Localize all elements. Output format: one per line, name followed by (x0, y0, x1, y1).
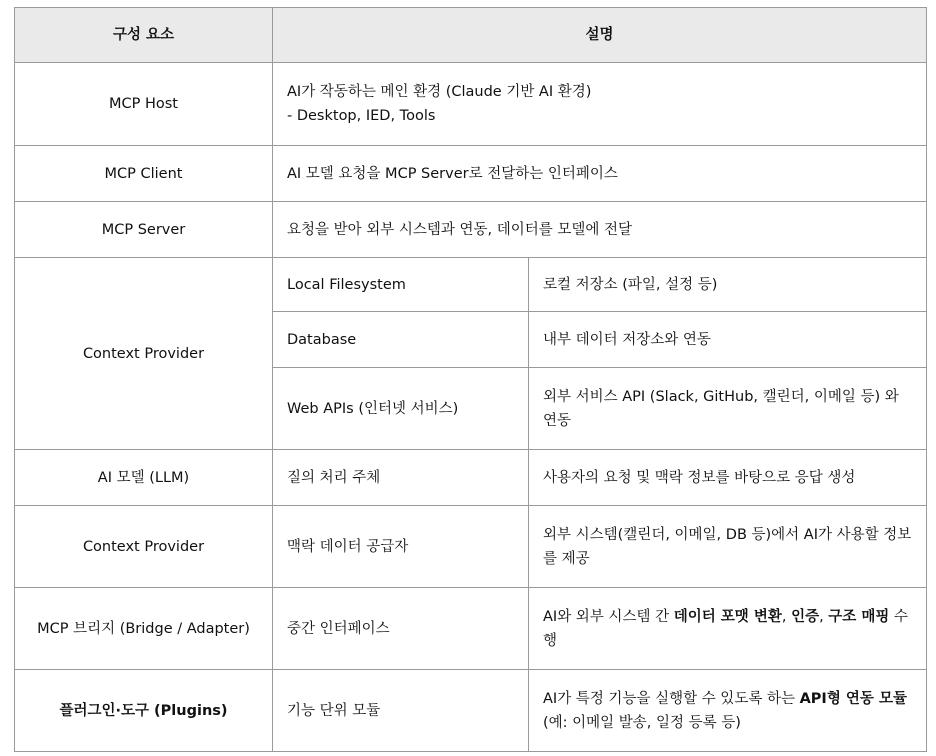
description-cell: 내부 데이터 저장소와 연동 (529, 312, 927, 368)
description-cell (529, 588, 927, 670)
component-name: MCP Server (15, 202, 273, 258)
description-text: AI가 특정 기능을 실행할 수 있도록 하는 (543, 690, 800, 707)
role-cell: 질의 처리 주체 (273, 450, 529, 506)
description-cell (273, 63, 927, 146)
component-name: MCP Host (15, 63, 273, 146)
description-text: 수행 (543, 608, 908, 649)
component-name: Context Provider (15, 258, 273, 450)
description-cell: 외부 서비스 API (Slack, GitHub, 캘린더, 이메일 등) 와 연동 (529, 368, 927, 450)
description-cell: 요청을 받아 외부 시스템과 연동, 데이터를 모델에 전달 (273, 202, 927, 258)
emphasis-text: 데이터 포맷 변환 (673, 608, 782, 625)
header-description: 설명 (273, 8, 927, 63)
description-text: AI와 외부 시스템 간 (543, 608, 674, 625)
header-component: 구성 요소 (15, 8, 273, 63)
description-line: AI가 작동하는 메인 환경 (Claude 기반 AI 환경) (287, 84, 592, 100)
component-table (14, 7, 927, 752)
row-context-provider (15, 506, 927, 588)
subcomponent-name: Web APIs (인터넷 서비스) (273, 368, 529, 450)
role-cell: 기능 단위 모듈 (273, 670, 529, 752)
description-text: , (819, 608, 829, 625)
component-name: MCP Client (15, 146, 273, 202)
component-name: 플러그인·도구 (Plugins) (15, 670, 273, 752)
role-cell: 중간 인터페이스 (273, 588, 529, 670)
row-mcp-server (15, 202, 927, 258)
description-text: (예: 이메일 발송, 일정 등록 등) (543, 714, 741, 731)
role-cell: 맥락 데이터 공급자 (273, 506, 529, 588)
subcomponent-name: Database (273, 312, 529, 368)
row-ai-model (15, 450, 927, 506)
subcomponent-name: Local Filesystem (273, 258, 529, 312)
description-cell: 사용자의 요청 및 맥락 정보를 바탕으로 응답 생성 (529, 450, 927, 506)
row-plugins (15, 670, 927, 752)
row-context-sub-local (15, 258, 927, 312)
component-name: AI 모델 (LLM) (15, 450, 273, 506)
emphasis-text: API형 연동 모듈 (799, 690, 907, 707)
component-name: Context Provider (15, 506, 273, 588)
description-cell (529, 670, 927, 752)
row-mcp-client (15, 146, 927, 202)
header-row (15, 8, 927, 63)
description-cell: 외부 시스템(캘린더, 이메일, DB 등)에서 AI가 사용할 정보를 제공 (529, 506, 927, 588)
row-mcp-host (15, 63, 927, 146)
description-cell: AI 모델 요청을 MCP Server로 전달하는 인터페이스 (273, 146, 927, 202)
row-mcp-bridge (15, 588, 927, 670)
description-cell: 로컬 저장소 (파일, 설정 등) (529, 258, 927, 312)
emphasis-text: 구조 매핑 (828, 608, 890, 625)
description-text: , (781, 608, 792, 625)
emphasis-text: 인증 (791, 608, 820, 625)
description-line: - Desktop, IED, Tools (287, 108, 436, 124)
component-name: MCP 브리지 (Bridge / Adapter) (15, 588, 273, 670)
